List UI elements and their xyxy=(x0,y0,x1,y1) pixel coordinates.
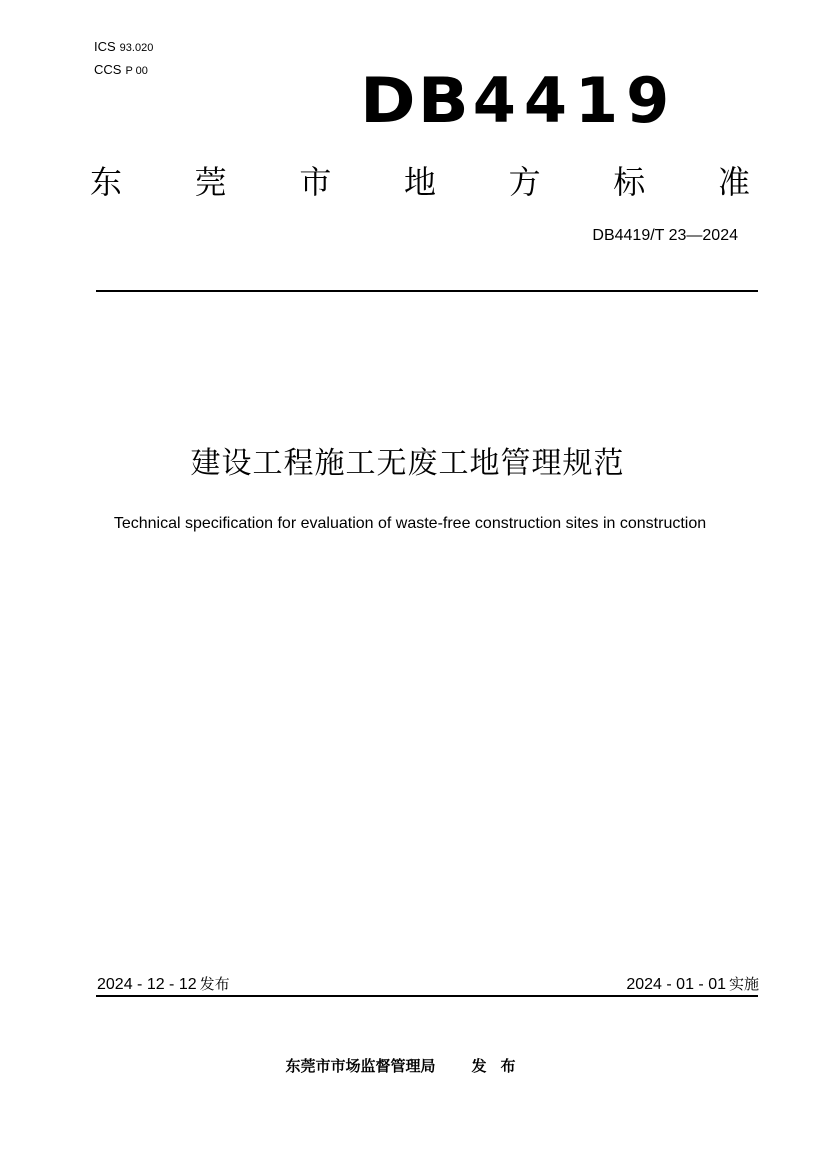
ccs-code: P 00 xyxy=(125,65,148,77)
standard-type-char: 市 xyxy=(299,163,332,201)
ccs-classification xyxy=(94,63,148,78)
ccs-label: CCS xyxy=(94,62,122,77)
standard-number: DB4419/T 23—2024 xyxy=(592,227,738,244)
issue-date: 2024 - 12 - 12 xyxy=(97,976,197,993)
standard-type-heading xyxy=(90,160,750,204)
ics-label: ICS xyxy=(94,39,116,54)
ics-code: 93.020 xyxy=(119,42,154,54)
standard-type-char: 标 xyxy=(613,163,646,201)
publisher-name: 东莞市市场监督管理局 xyxy=(285,1057,436,1075)
issue-label: 发布 xyxy=(199,975,230,993)
bottom-divider xyxy=(96,995,758,997)
title-chinese: 建设工程施工无废工地管理规范 xyxy=(190,446,625,481)
ics-classification xyxy=(94,40,153,55)
standard-type-char: 莞 xyxy=(194,163,227,201)
top-divider xyxy=(96,290,758,292)
title-english: Technical specification for evaluation of waste-free construction sites in construction xyxy=(113,515,707,532)
publisher-line xyxy=(0,1056,815,1076)
standard-logo xyxy=(360,66,700,136)
publisher-action: 发布 xyxy=(471,1057,530,1075)
implementation-label: 实施 xyxy=(728,975,759,993)
implementation-date: 2024 - 01 - 01 xyxy=(626,976,726,993)
standard-type-char: 东 xyxy=(90,163,123,201)
issue-date-line xyxy=(97,974,230,995)
standard-type-char: 准 xyxy=(717,163,750,201)
logo-prefix: DB xyxy=(360,64,471,137)
standard-type-char: 地 xyxy=(403,163,436,201)
logo-number: 4419 xyxy=(472,64,678,137)
standard-type-char: 方 xyxy=(508,163,541,201)
implementation-date-line xyxy=(626,974,759,995)
